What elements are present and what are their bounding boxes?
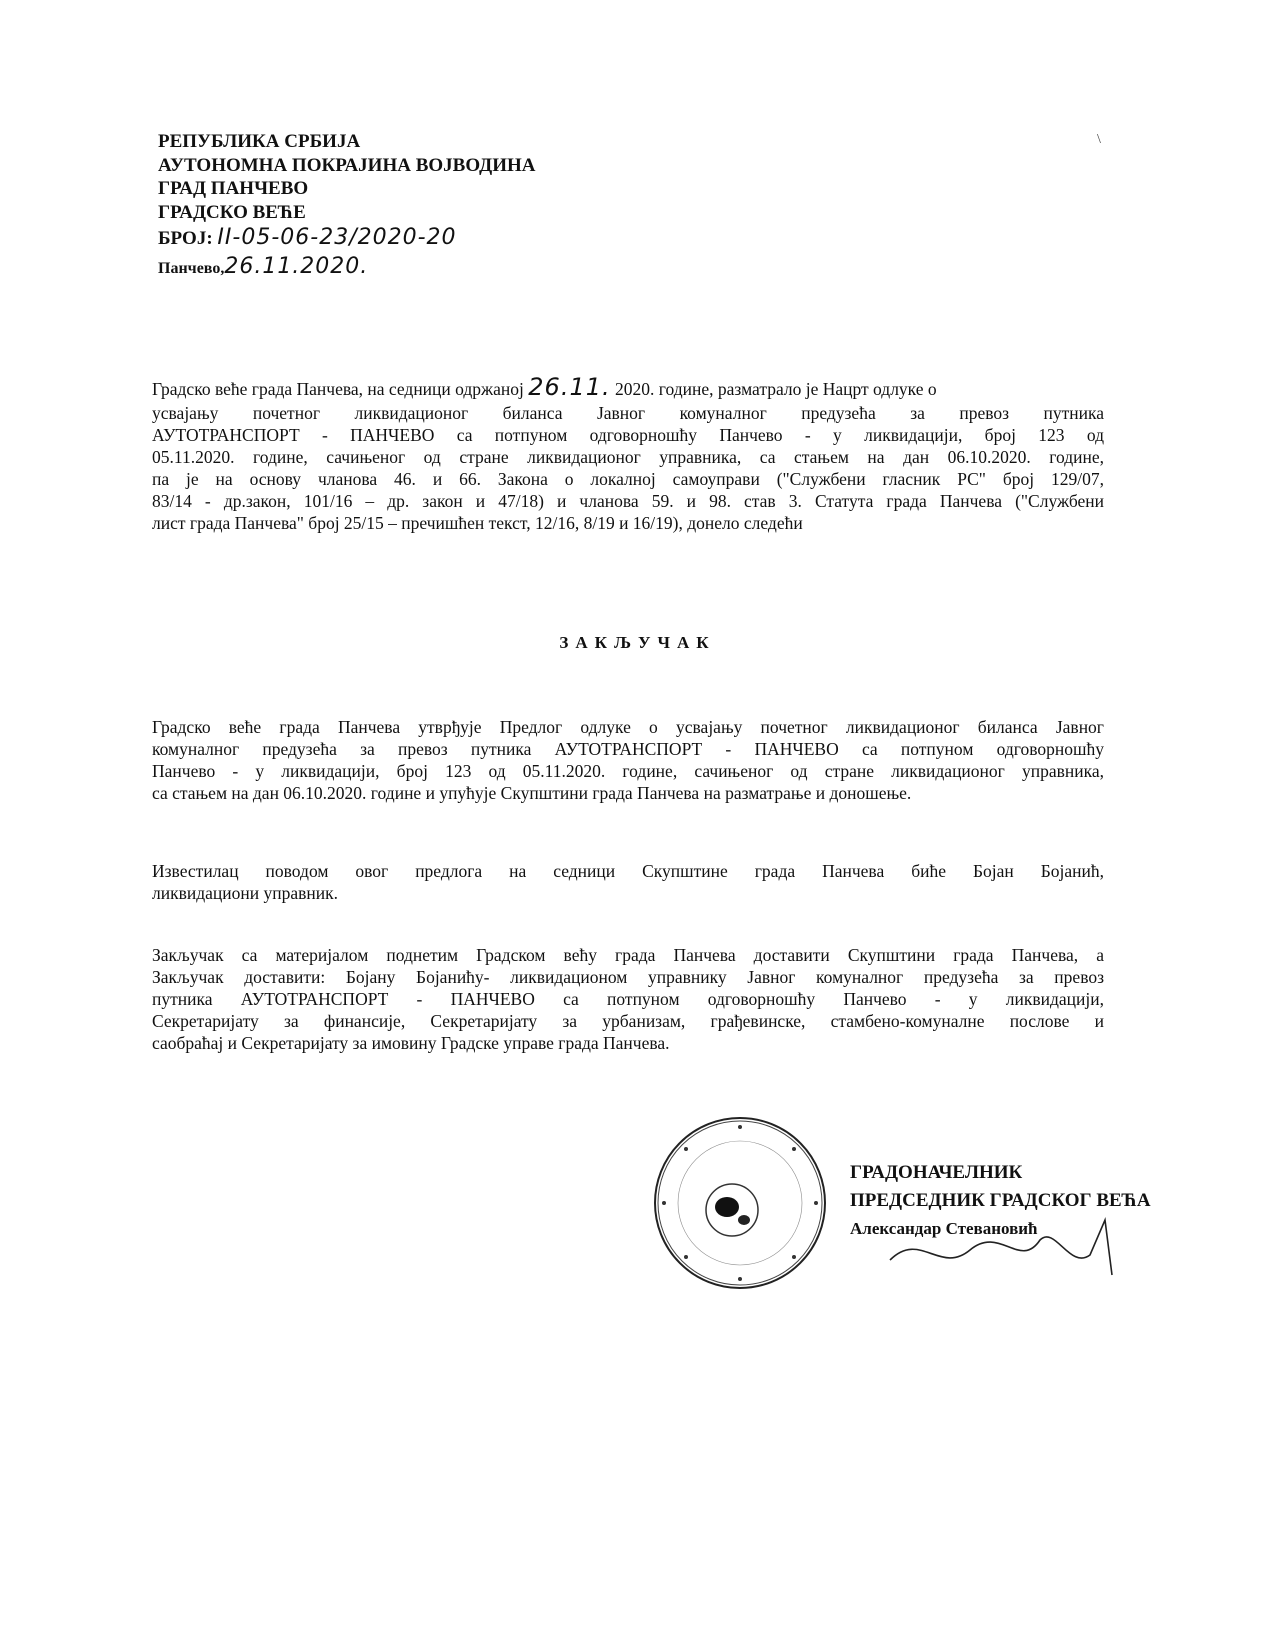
number-label: БРОЈ:	[158, 228, 213, 249]
reporter-paragraph	[152, 860, 1104, 904]
signature-name: Александар Стевановић	[850, 1219, 1038, 1238]
text-line	[152, 372, 1104, 402]
text-line: Закључак доставити: Бојану Бојанићу- ликвидационом управнику Јавног комуналног предузећа за превоз	[152, 967, 1104, 987]
text-line: Панчево - у ликвидацији, број 123 од 05.11.2020. године, сачињеног од стране ликвидационог управника,	[152, 761, 1104, 781]
text-line: па је на основу чланова 46. и 66. Закона о локалној самоуправи ("Службени гласник РС" број 129/07,	[152, 469, 1104, 489]
header-line: АУТОНОМНА ПОКРАЈИНА ВОЈВОДИНА	[158, 154, 536, 176]
handwritten-date: 26.11.	[528, 373, 611, 401]
text-line: саобраћај и Секретаријату за имовину Градске управе града Панчева.	[152, 1033, 670, 1053]
document-number	[158, 224, 536, 254]
header-line: ГРАДСКО ВЕЋЕ	[158, 201, 306, 223]
date-value: 26.11.2020.	[224, 254, 369, 279]
document-date	[158, 254, 536, 284]
header-line: РЕПУБЛИКА СРБИЈА	[158, 131, 361, 152]
delivery-paragraph	[152, 944, 1104, 1054]
text-line: 83/14 - др.закон, 101/16 – др. закон и 47/18) и чланова 59. и 98. став 3. Статута града Панчева ("Службени	[152, 491, 1104, 511]
document-title: ЗАКЉУЧАК	[559, 633, 716, 652]
signature-title-mayor: ГРАДОНАЧЕЛНИК	[850, 1162, 1023, 1183]
text-line: са стањем на дан 06.10.2020. године и упућује Скупштини града Панчева на разматрање и доношење.	[152, 783, 912, 803]
scan-mark: \	[1097, 132, 1101, 147]
number-value: II-05-06-23/2020-20	[217, 225, 457, 250]
text-line: Секретаријату за финансије, Секретаријату за урбанизам, грађевинске, стамбено-комуналне послове и	[152, 1011, 1104, 1031]
conclusion-paragraph	[152, 716, 1104, 804]
place-label: Панчево,	[158, 260, 225, 277]
text-line: лист града Панчева" број 25/15 – пречишћен текст, 12/16, 8/19 и 16/19), донело следећи	[152, 513, 803, 533]
text-line: Известилац поводом овог предлога на седници Скупштине града Панчева биће Бојан Бојанић,	[152, 861, 1104, 881]
intro-paragraph	[152, 372, 1104, 534]
text-line: усвајању почетног ликвидационог биланса Јавног комуналног предузећа за превоз путника	[152, 403, 1104, 423]
text-line: 05.11.2020. године, сачињеног од стране ликвидационог управника, са стањем на дан 06.10.2020. године,	[152, 447, 1104, 467]
text-line: ликвидациони управник.	[152, 883, 338, 903]
signature-title-president: ПРЕДСЕДНИК ГРАДСКОГ ВЕЋА	[850, 1190, 1151, 1211]
header-line: ГРАД ПАНЧЕВО	[158, 178, 309, 199]
official-stamp	[652, 1115, 828, 1291]
text-line: Градско веће града Панчева утврђује Предлог одлуке о усвајању почетног ликвидационог биланса Јавног	[152, 717, 1104, 737]
text-line: комуналног предузећа за превоз путника АУТОТРАНСПОРТ - ПАНЧЕВО са потпуном одговорношћу	[152, 739, 1104, 759]
document-header	[158, 130, 536, 284]
text-line: путника АУТОТРАНСПОРТ - ПАНЧЕВО са потпуном одговорношћу Панчево - у ликвидацији,	[152, 989, 1104, 1009]
text: 2020. године, разматрало је Нацрт одлуке о	[610, 379, 937, 399]
text-line: АУТОТРАНСПОРТ - ПАНЧЕВО са потпуном одговорношћу Панчево - у ликвидацији, број 123 од	[152, 425, 1104, 445]
text-line: Закључак са материјалом поднетим Градском већу града Панчева доставити Скупштини града Панчева, а	[152, 945, 1104, 965]
text: Градско веће града Панчева, на седници одржаној	[152, 379, 529, 399]
